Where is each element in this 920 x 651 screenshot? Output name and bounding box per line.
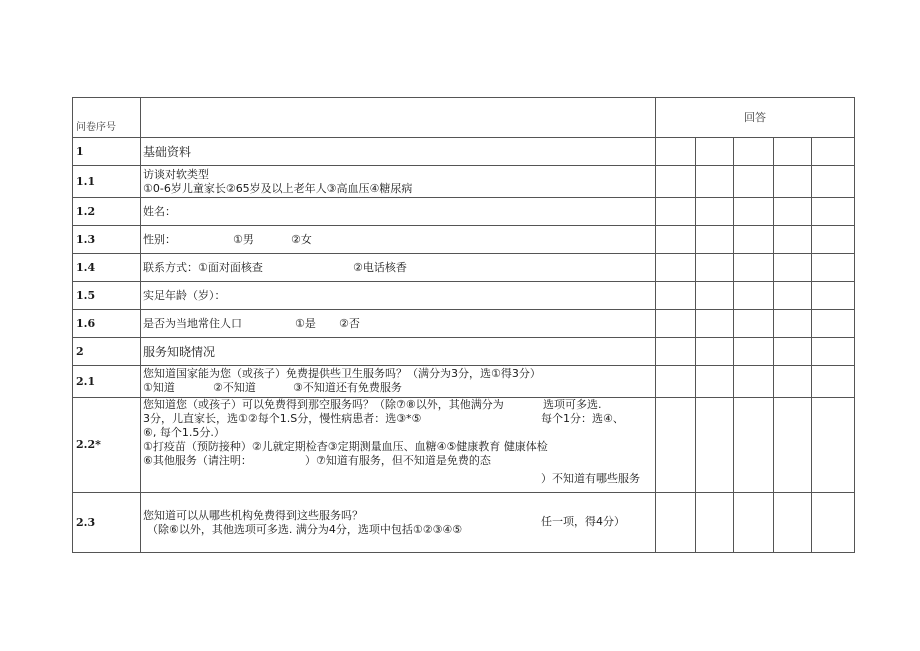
answer-cell[interactable] — [656, 366, 696, 398]
answer-cell[interactable] — [696, 198, 734, 226]
answer-cell[interactable] — [734, 282, 774, 310]
option-2: ②否 — [339, 316, 360, 330]
question-text: 您知道您（或孩子）可以免费得到那空服务吗？（除⑦⑧以外，其他满分为 — [143, 398, 504, 411]
row-number: 2.1 — [73, 366, 141, 398]
option-3: ③不知道还有免费服务 — [293, 381, 402, 394]
header-seq-label: 问卷序号 — [76, 122, 116, 133]
answer-cell[interactable] — [774, 198, 812, 226]
answer-cell[interactable] — [812, 310, 855, 338]
question-cell — [141, 226, 656, 254]
question-options: ①0-6岁儿童家长②65岁及以上老年人③高血压④糖尿病 — [143, 182, 413, 195]
question-line-1 — [143, 398, 655, 412]
question-label: 是否为当地常住人口 — [143, 316, 242, 330]
question-cell — [141, 366, 656, 398]
scoring-text-3: ⑥, 每个1.5分.） — [143, 426, 225, 439]
section-row-2 — [73, 338, 855, 366]
answer-cell[interactable] — [812, 138, 855, 166]
answer-cell[interactable] — [774, 282, 812, 310]
answer-cell[interactable] — [656, 166, 696, 198]
question-row-1-1 — [73, 166, 855, 198]
question-cell — [141, 493, 656, 553]
answer-cell[interactable] — [656, 310, 696, 338]
answer-cell[interactable] — [734, 398, 774, 493]
section-title: 基础资料 — [141, 138, 656, 166]
question-cell — [141, 254, 656, 282]
answer-cell[interactable] — [812, 398, 855, 493]
answer-cell[interactable] — [734, 166, 774, 198]
scoring-text: （除⑥以外，其他选项可多选. 满分为4分，选项中包括①②③④⑤ — [147, 522, 463, 536]
answer-cell[interactable] — [734, 310, 774, 338]
answer-cell[interactable] — [656, 138, 696, 166]
answer-cell[interactable] — [774, 398, 812, 493]
answer-cell[interactable] — [812, 226, 855, 254]
option-1: ①男 — [233, 232, 254, 246]
answer-cell[interactable] — [734, 493, 774, 553]
question-row-1-6 — [73, 310, 855, 338]
answer-cell[interactable] — [656, 493, 696, 553]
answer-cell[interactable] — [696, 254, 734, 282]
row-number: 1.5 — [73, 282, 141, 310]
answer-cell[interactable] — [734, 254, 774, 282]
row-number: 1.6 — [73, 310, 141, 338]
row-number: 1.1 — [73, 166, 141, 198]
answer-cell[interactable] — [734, 138, 774, 166]
row-number: 2.3 — [73, 493, 141, 553]
option-2: ②不知道 — [213, 381, 256, 394]
row-number: 2 — [73, 338, 141, 366]
answer-cell[interactable] — [656, 282, 696, 310]
row-number: 1.3 — [73, 226, 141, 254]
header-question-cell — [141, 98, 656, 138]
row-number: 1.2 — [73, 198, 141, 226]
question-cell — [141, 166, 656, 198]
option-2: ②电话核香 — [353, 260, 407, 274]
answer-cell[interactable] — [734, 338, 774, 366]
option-text-5: ）不知道有哪些服务 — [541, 472, 640, 485]
answer-cell[interactable] — [734, 226, 774, 254]
question-line-2 — [143, 412, 655, 426]
question-row-1-2 — [73, 198, 855, 226]
question-note: 选项可多选. — [543, 398, 602, 411]
answer-cell[interactable] — [734, 366, 774, 398]
answer-cell[interactable] — [696, 338, 734, 366]
question-label: 联系方式：①面对面核查 — [143, 260, 263, 274]
question-options — [143, 381, 655, 395]
question-line — [143, 233, 655, 247]
question-row-1-4 — [73, 254, 855, 282]
answer-cell[interactable] — [656, 398, 696, 493]
answer-cell[interactable] — [774, 226, 812, 254]
question-row-2-3 — [73, 493, 855, 553]
scoring-text-2: 每个1分：选④、 — [541, 412, 624, 425]
scoring-text: 3分，儿直家长，选①②每个1.S分，慢性病患者：选③*⑤ — [143, 412, 422, 425]
header-answer-label: 回答 — [656, 98, 855, 138]
answer-cell[interactable] — [774, 493, 812, 553]
answer-cell[interactable] — [812, 166, 855, 198]
answer-cell[interactable] — [696, 493, 734, 553]
answer-cell[interactable] — [696, 138, 734, 166]
answer-cell[interactable] — [696, 282, 734, 310]
answer-cell[interactable] — [696, 166, 734, 198]
question-row-1-3 — [73, 226, 855, 254]
question-line — [143, 317, 655, 331]
header-row — [73, 98, 855, 138]
question-label: 性别： — [143, 232, 176, 246]
option-1: ①是 — [295, 316, 316, 330]
row-number: 1 — [73, 138, 141, 166]
answer-cell[interactable] — [812, 493, 855, 553]
question-cell — [141, 310, 656, 338]
question-text: 实足年龄（岁）： — [141, 282, 656, 310]
option-2: ②女 — [291, 232, 312, 246]
questionnaire-sheet — [72, 97, 854, 551]
question-row-2-2 — [73, 398, 855, 493]
section-row-1 — [73, 138, 855, 166]
section-title: 服务知晓情况 — [141, 338, 656, 366]
header-seq-cell — [73, 98, 141, 138]
question-text: 访谈对软类型 — [143, 168, 209, 181]
option-1: ①知道 — [143, 381, 175, 394]
answer-cell[interactable] — [774, 338, 812, 366]
answer-cell[interactable] — [696, 366, 734, 398]
answer-cell[interactable] — [774, 366, 812, 398]
option-text-4: ）⑦知道有服务，但不知道是免费的态 — [305, 454, 491, 467]
question-text: 您知道国家能为您（或孩子）免费提供些卫生服务吗？（满分为3分，选①得3分） — [143, 367, 541, 380]
option-text-2: 健康体检 — [503, 440, 548, 453]
answer-cell[interactable] — [696, 310, 734, 338]
answer-cell[interactable] — [656, 198, 696, 226]
question-line-4 — [143, 440, 655, 454]
answer-cell[interactable] — [812, 366, 855, 398]
answer-cell[interactable] — [812, 282, 855, 310]
answer-cell[interactable] — [812, 254, 855, 282]
answer-cell[interactable] — [774, 166, 812, 198]
questionnaire-table — [72, 97, 855, 553]
question-row-1-5 — [73, 282, 855, 310]
question-line-5 — [143, 454, 655, 468]
answer-cell[interactable] — [774, 138, 812, 166]
answer-cell[interactable] — [812, 338, 855, 366]
question-row-2-1 — [73, 366, 855, 398]
answer-cell[interactable] — [774, 254, 812, 282]
answer-cell[interactable] — [696, 398, 734, 493]
answer-cell[interactable] — [774, 310, 812, 338]
answer-cell[interactable] — [656, 254, 696, 282]
question-cell — [141, 398, 656, 493]
row-number: 2.2* — [73, 398, 141, 493]
option-text: ①打疫苗（预防接种）②儿就定期检杳③定期测量血压、血糖④⑤健康教育 — [143, 440, 501, 453]
answer-cell[interactable] — [812, 198, 855, 226]
question-text: 姓名： — [141, 198, 656, 226]
option-text-3: ⑥其他服务（请注明： — [143, 454, 252, 467]
answer-cell[interactable] — [656, 338, 696, 366]
row-number: 1.4 — [73, 254, 141, 282]
scoring-text-2: 任一项，得4分） — [541, 514, 625, 528]
question-line — [143, 261, 655, 275]
answer-cell[interactable] — [734, 198, 774, 226]
question-text: 您知道可以从哪些机构免费得到这些服务吗？ — [143, 508, 363, 522]
answer-cell[interactable] — [656, 226, 696, 254]
answer-cell[interactable] — [696, 226, 734, 254]
question-line-6 — [143, 472, 655, 486]
